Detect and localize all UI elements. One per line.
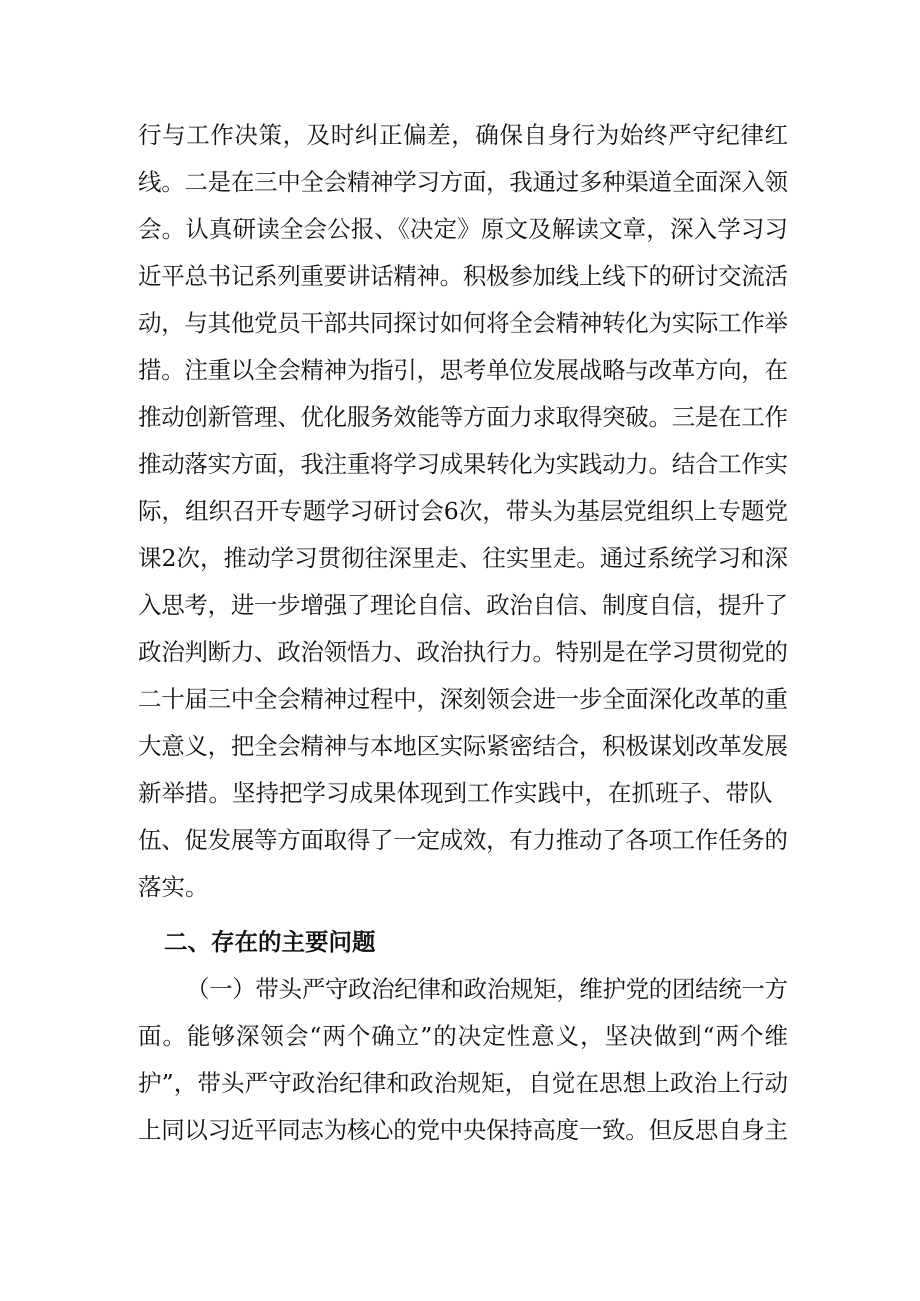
- text-line: 入思考，进一步增强了理论自信、政治自信、制度自信，提升了: [138, 591, 788, 619]
- document-page: [138, 112, 788, 1154]
- text-line: 推动创新管理、优化服务效能等方面力求取得突破。三是在工作: [138, 403, 788, 431]
- text-line: 近平总书记系列重要讲话精神。积极参加线上线下的研讨交流活: [138, 262, 788, 290]
- subsection-paragraph: [138, 966, 788, 1154]
- text-line: 线。二是在三中全会精神学习方面，我通过多种渠道全面深入领: [138, 168, 788, 196]
- text-line: 会。认真研读全会公报、《决定》原文及解读文章，深入学习习: [138, 215, 788, 243]
- text-line: 动，与其他党员干部共同探讨如何将全会精神转化为实际工作举: [138, 309, 788, 337]
- text-line: 落实。: [138, 873, 209, 901]
- text-line: 际，组织召开专题学习研讨会6次，带头为基层党组织上专题党: [138, 497, 788, 525]
- text-line: 措。注重以全会精神为指引，思考单位发展战略与改革方向，在: [138, 356, 788, 384]
- text-line: 伍、促发展等方面取得了一定成效，有力推动了各项工作任务的: [138, 826, 788, 854]
- text-line: 行与工作决策，及时纠正偏差，确保自身行为始终严守纪律红: [138, 121, 788, 149]
- text-line: 推动落实方面，我注重将学习成果转化为实践动力。结合工作实: [138, 450, 788, 478]
- text-line: 新举措。坚持把学习成果体现到工作实践中，在抓班子、带队: [138, 779, 773, 807]
- text-line: 政治判断力、政治领悟力、政治执行力。特别是在学习贯彻党的: [138, 638, 788, 666]
- text-line: 护”，带头严守政治纪律和政治规矩，自觉在思想上政治上行动: [138, 1069, 788, 1097]
- text-line: 课2次，推动学习贯彻往深里走、往实里走。通过系统学习和深: [138, 544, 788, 572]
- text-line: （一）带头严守政治纪律和政治规矩，维护党的团结统一方: [186, 975, 788, 1003]
- text-line: 上同以习近平同志为核心的党中央保持高度一致。但反思自身主: [138, 1116, 788, 1144]
- text-line: 二十届三中全会精神过程中，深刻领会进一步全面深化改革的重: [138, 685, 788, 713]
- text-line: 面。能够深领会“两个确立”的决定性意义，坚决做到“两个维: [138, 1022, 788, 1050]
- section-heading: 二、存在的主要问题: [164, 928, 376, 956]
- text-line: 大意义，把全会精神与本地区实际紧密结合，积极谋划改革发展: [138, 732, 788, 760]
- body-paragraph: [138, 112, 788, 911]
